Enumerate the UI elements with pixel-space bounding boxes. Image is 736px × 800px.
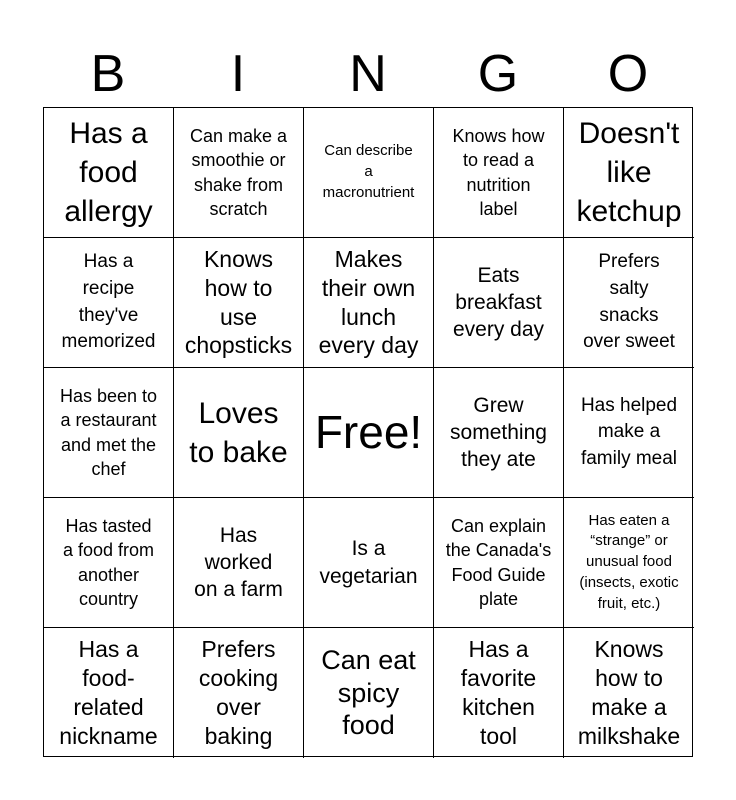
cell-text: Knows how to use chopsticks (184, 245, 293, 359)
bingo-cell[interactable] (174, 108, 304, 238)
free-space-label: Free! (314, 406, 423, 459)
bingo-cell[interactable] (304, 108, 434, 238)
cell-text: Knows how to read a nutrition label (452, 125, 545, 219)
header-letter-i: I (230, 45, 246, 103)
bingo-cell[interactable] (304, 628, 434, 758)
bingo-cell[interactable] (174, 368, 304, 498)
bingo-cell[interactable] (174, 238, 304, 368)
bingo-cell[interactable] (174, 628, 304, 758)
bingo-board (43, 107, 693, 757)
bingo-cell[interactable] (434, 368, 564, 498)
bingo-cell[interactable] (44, 628, 174, 758)
cell-text: Prefers cooking over baking (198, 636, 279, 749)
bingo-cell[interactable] (434, 238, 564, 368)
cell-text: Has helped make a family meal (580, 394, 678, 469)
cell-text: Loves to bake (189, 396, 288, 469)
cell-text: Can describe a macronutrient (322, 142, 415, 201)
bingo-cell[interactable] (304, 498, 434, 628)
cell-text: Has worked on a farm (194, 523, 283, 602)
cell-text: Is a vegetarian (319, 537, 418, 588)
header-letter-o: O (607, 45, 649, 103)
bingo-cell[interactable] (564, 628, 694, 758)
cell-text: Has a food- related nickname (59, 636, 158, 749)
cell-text: Knows how to make a milkshake (577, 636, 681, 749)
cell-text: Has tasted a food from another country (62, 515, 155, 609)
cell-text: Makes their own lunch every day (318, 245, 419, 359)
cell-text: Has a recipe they've memorized (61, 251, 156, 353)
cell-text: Has a food allergy (64, 117, 153, 228)
cell-text: Has been to a restaurant and met the chef (59, 385, 158, 479)
bingo-cell[interactable] (434, 498, 564, 628)
cell-text: Prefers salty snacks over sweet (583, 251, 675, 353)
cell-text: Can explain the Canada's Food Guide plate (445, 515, 552, 609)
cell-text: Grew something they ate (450, 393, 547, 472)
bingo-cell[interactable] (44, 238, 174, 368)
bingo-cell[interactable] (564, 368, 694, 498)
cell-text: Has eaten a “strange” or unusual food (insects, exotic fruit, etc.) (579, 511, 679, 612)
cell-text: Has a favorite kitchen tool (460, 636, 537, 749)
header-letter-b: B (90, 45, 126, 103)
bingo-header (43, 40, 693, 108)
cell-text: Can make a smoothie or shake from scratch (189, 125, 288, 219)
cell-text: Can eat spicy food (321, 645, 416, 741)
bingo-cell[interactable] (434, 628, 564, 758)
bingo-cell[interactable] (564, 238, 694, 368)
header-letter-g: G (477, 45, 519, 103)
bingo-cell[interactable] (44, 108, 174, 238)
bingo-cell[interactable] (44, 368, 174, 498)
bingo-cell[interactable] (44, 498, 174, 628)
bingo-cell[interactable] (304, 238, 434, 368)
bingo-cell[interactable] (434, 108, 564, 238)
bingo-cell[interactable] (564, 498, 694, 628)
free-space[interactable] (304, 368, 434, 498)
header-letter-n: N (349, 45, 387, 103)
bingo-cell[interactable] (174, 498, 304, 628)
bingo-cell[interactable] (564, 108, 694, 238)
cell-text: Doesn't like ketchup (576, 117, 682, 228)
cell-text: Eats breakfast every day (452, 263, 545, 342)
